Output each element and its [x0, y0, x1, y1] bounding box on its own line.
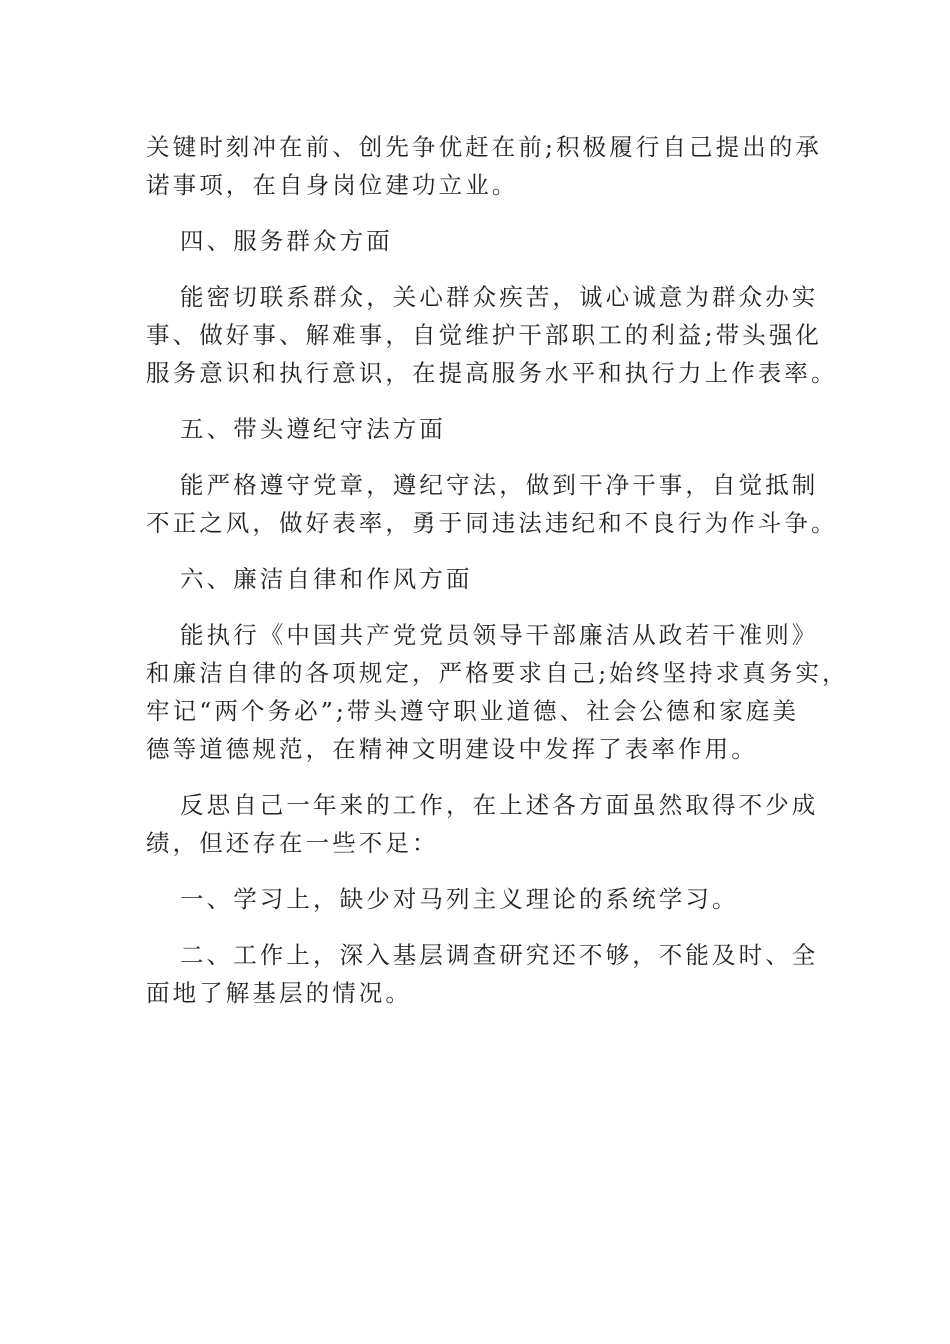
- shortcoming-item-work: 二、工作上，深入基层调查研究还不够，不能及时、全: [180, 941, 819, 969]
- body-text-line: 能执行《中国共产党党员领导干部廉洁从政若干准则》: [180, 621, 819, 649]
- section-heading-integrity-style: 六、廉洁自律和作风方面: [180, 565, 473, 593]
- body-text-line: 面地了解基层的情况。: [146, 979, 412, 1007]
- section-heading-serve-masses: 四、服务群众方面: [180, 227, 393, 255]
- body-text-line: 绩，但还存在一些不足：: [146, 829, 439, 857]
- body-text-line: 德等道德规范，在精神文明建设中发挥了表率作用。: [146, 735, 758, 763]
- body-text-line: 不正之风，做好表率，勇于同违法违纪和不良行为作斗争。: [146, 509, 838, 537]
- body-text-line: 反思自己一年来的工作，在上述各方面虽然取得不少成: [180, 791, 819, 819]
- body-text-line: 诺事项，在自身岗位建功立业。: [146, 171, 519, 199]
- body-text-line: 能严格遵守党章，遵纪守法，做到干净干事，自觉抵制: [180, 471, 819, 499]
- body-text-line: 服务意识和执行意识，在提高服务水平和执行力上作表率。: [146, 359, 838, 387]
- document-body: [146, 128, 849, 1012]
- body-text-line: 能密切联系群众，关心群众疾苦，诚心诚意为群众办实: [180, 283, 819, 311]
- body-text-line: 和廉洁自律的各项规定，严格要求自己;始终坚持求真务实，: [146, 659, 849, 687]
- section-heading-discipline-law: 五、带头遵纪守法方面: [180, 415, 446, 443]
- body-text-line: 关键时刻冲在前、创先争优赶在前;积极履行自己提出的承: [146, 133, 823, 161]
- body-text-line: 牢记“两个务必”;带头遵守职业道德、社会公德和家庭美: [146, 697, 800, 725]
- body-text-line: 事、做好事、解难事，自觉维护干部职工的利益;带头强化: [146, 321, 823, 349]
- shortcoming-item-study: 一、学习上，缺少对马列主义理论的系统学习。: [180, 885, 739, 913]
